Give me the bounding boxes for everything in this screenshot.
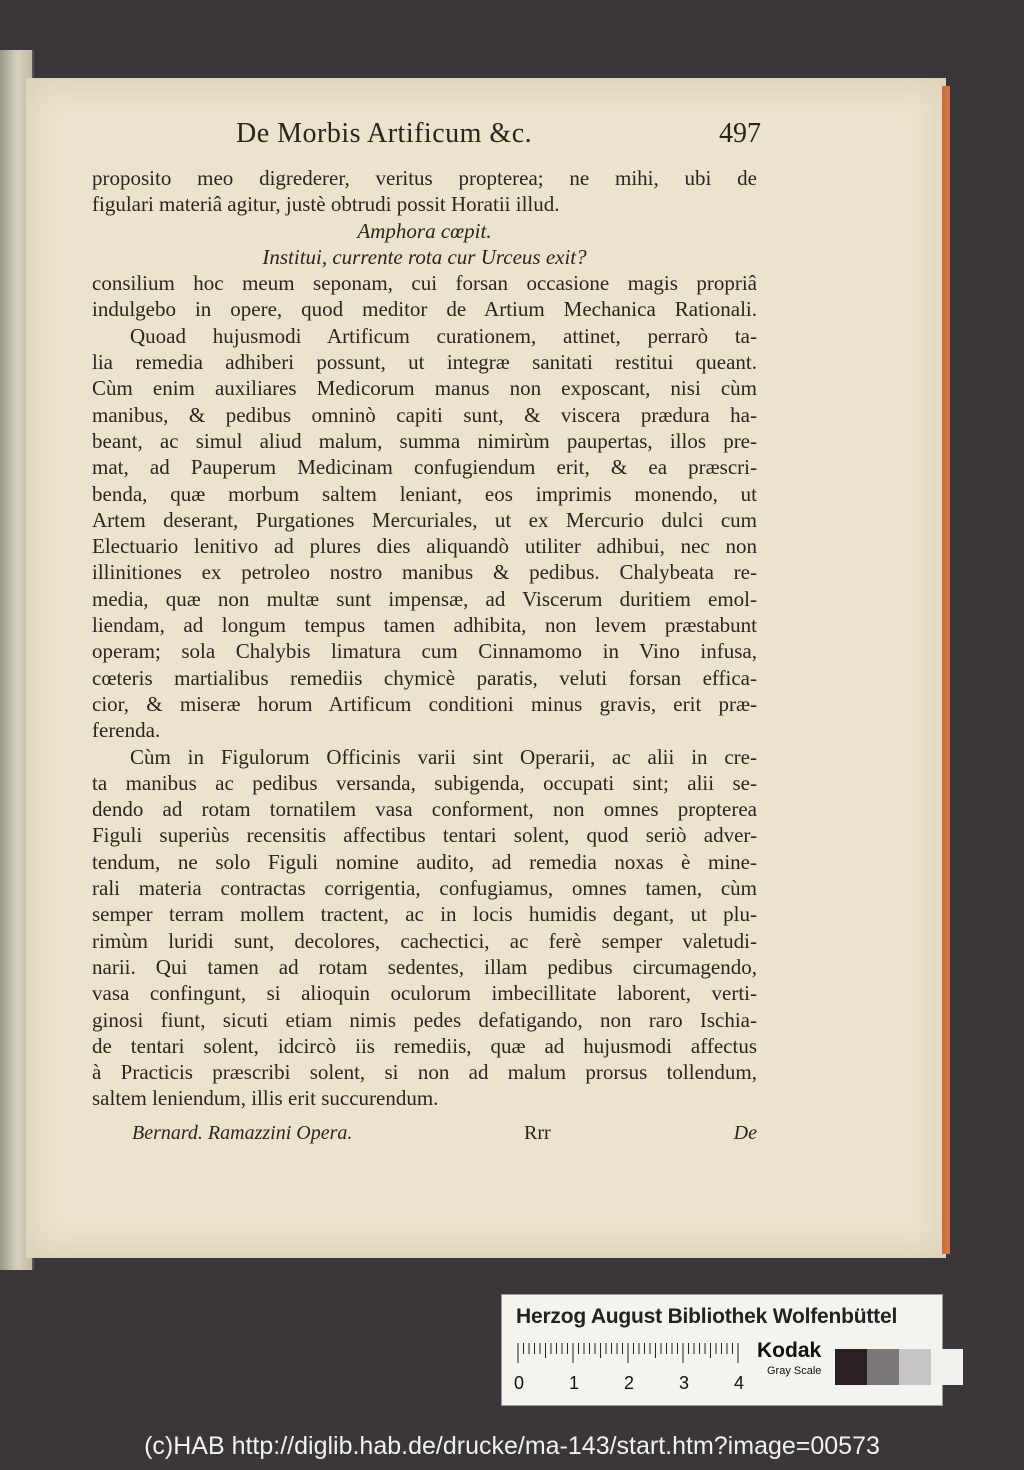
text-line: liendam, ad longum tempus tamen adhibita, non levem præstabunt — [92, 613, 757, 638]
text-line: benda, quæ morbum saltem leniant, eos imprimis monendo, ut — [92, 481, 757, 506]
text-line: mat, ad Pauperum Medicinam confugiendum erit, & ea præscri- — [92, 455, 757, 480]
text-line: ferenda. — [92, 718, 161, 743]
text-line: tendum, ne solo Figuli nomine audito, ad remedia noxas è mine- — [92, 849, 757, 874]
text-line: de tentari solent, idcircò iis remediis, quæ ad hujusmodi affectus — [92, 1033, 757, 1058]
ruler-labels — [516, 1373, 756, 1395]
text-line: cœteris martialibus remediis chymicè paratis, veluti forsan effica- — [92, 665, 757, 690]
ruler-ticks — [516, 1343, 741, 1363]
text-line: Electuario lenitivo ad plures dies aliquandò utiliter adhibui, nec non — [92, 534, 757, 559]
text-line: consilium hoc meum seponam, cui forsan occasione magis propriâ — [92, 271, 757, 296]
text-line: rali materia contractas corrigentia, confugiamus, omnes tamen, cùm — [92, 876, 757, 901]
text-line: rimùm luridi sunt, decolores, cachectici, ac ferè semper valetudi- — [92, 928, 757, 953]
text-line: lia remedia adhiberi possunt, ut integræ sanitati restitui queant. — [92, 350, 757, 375]
library-name: Herzog August Bibliothek Wolfenbüttel — [516, 1305, 898, 1328]
text-line: ginosi fiunt, sicuti etiam nimis pedes defatigando, non raro Ischia- — [92, 1007, 757, 1032]
ruler — [516, 1343, 741, 1367]
catchword: De — [733, 1122, 757, 1144]
page-fore-edge — [942, 86, 950, 1254]
text-line: ta manibus ac pedibus versanda, subigenda, occupati sint; alii se- — [92, 770, 757, 795]
ruler-number: 1 — [569, 1373, 580, 1393]
text-line: narii. Qui tamen ad rotam sedentes, illam pedibus circumagendo, — [92, 954, 757, 979]
ruler-number: 0 — [514, 1373, 525, 1393]
page-number: 497 — [719, 118, 761, 149]
ruler-number: 4 — [734, 1373, 745, 1393]
text-line: manibus, & pedibus omninò capiti sunt, & viscera prædura ha- — [92, 402, 757, 427]
gray-swatch — [867, 1349, 899, 1385]
gray-swatch — [835, 1349, 867, 1385]
text-line: cior, & miseræ horum Artificum conditioni minus gravis, erit præ- — [92, 691, 757, 716]
text-line: beant, ac simul aliud malum, summa nimirùm paupertas, illos pre- — [92, 428, 757, 453]
text-line: Amphora cœpit. — [357, 218, 492, 243]
text-line: illinitiones ex petroleo nostro manibus & pedibus. Chalybeata re- — [92, 560, 757, 585]
text-line: Quoad hujusmodi Artificum curationem, attinet, perrarò ta- — [130, 323, 757, 348]
text-line: Institui, currente rota cur Urceus exit? — [262, 244, 587, 269]
gray-swatch — [899, 1349, 931, 1385]
source-url[interactable]: (c)HAB http://diglib.hab.de/drucke/ma-143/start.htm?image=00573 — [144, 1432, 880, 1460]
ruler-number: 2 — [624, 1373, 635, 1393]
library-color-card — [501, 1294, 943, 1406]
text-line: proposito meo digrederer, veritus propterea; ne mihi, ubi de — [92, 166, 757, 190]
signature-mark: Rrr — [524, 1122, 551, 1144]
gray-scale-label: Gray Scale — [767, 1365, 822, 1377]
page-header — [236, 118, 761, 158]
text-line: Cùm enim auxiliares Medicorum manus non exposcant, nisi cùm — [92, 376, 757, 401]
ruler-number: 3 — [679, 1373, 690, 1393]
text-line: figulari materiâ agitur, justè obtrudi possit Horatii illud. — [92, 192, 560, 217]
text-line: dendo ad rotam tornatilem vasa conforment, non omnes propterea — [92, 797, 757, 822]
text-line: vasa confingunt, si alioquin oculorum imbecillitate laborent, verti- — [92, 981, 757, 1006]
page-footer — [92, 1122, 757, 1150]
text-line: saltem leniendum, illis erit succurendum. — [92, 1086, 439, 1111]
text-line: operam; sola Chalybis limatura cum Cinnamomo in Vino infusa, — [92, 639, 757, 664]
gray-swatch — [931, 1349, 963, 1385]
body-text — [92, 165, 757, 1112]
text-line: Figuli superiùs recensitis affectibus tentari solent, quod seriò adver- — [92, 823, 757, 848]
text-line: indulgebo in opere, quod meditor de Artium Mechanica Rationali. — [92, 297, 757, 322]
footer-signature: Bernard. Ramazzini Opera. — [132, 1122, 353, 1144]
kodak-logo: Kodak — [757, 1339, 822, 1362]
text-line: media, quæ non multæ sunt impensæ, ad Viscerum duritiem emol- — [92, 586, 757, 611]
text-line: semper terram mollem tractent, ac in locis humidis degant, ut plu- — [92, 902, 757, 927]
text-line: Artem deserant, Purgationes Mercuriales, ut ex Mercurio dulci cum — [92, 507, 757, 532]
text-line: Cùm in Figulorum Officinis varii sint Operarii, ac alii in cre- — [130, 744, 757, 769]
running-title: De Morbis Artificum &c. — [236, 118, 533, 149]
text-line: à Practicis præscribi solent, si non ad malum prorsus tollendum, — [92, 1060, 757, 1085]
